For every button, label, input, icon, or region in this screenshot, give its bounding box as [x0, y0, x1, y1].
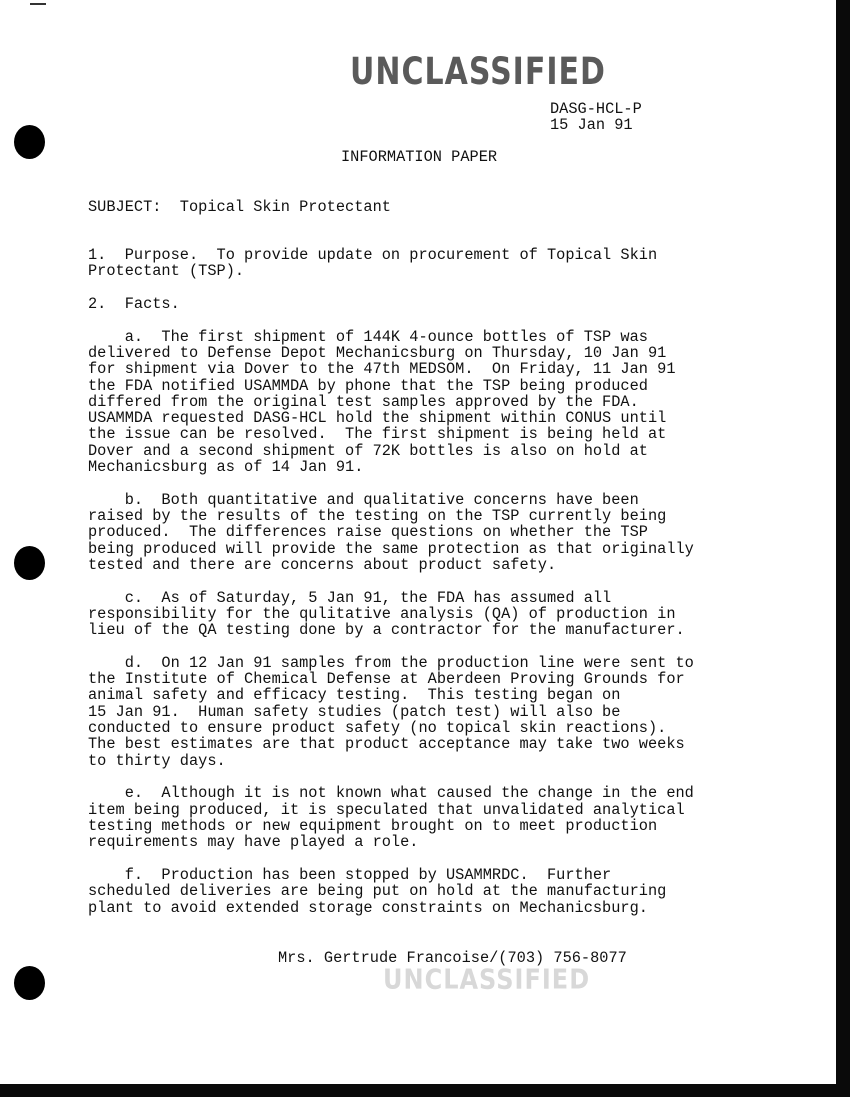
classification-stamp-bottom: UNCLASSIFIED — [383, 963, 591, 996]
subject-line — [88, 199, 391, 215]
document-type-title: INFORMATION PAPER — [341, 148, 498, 166]
office-symbol: DASG-HCL-P — [550, 100, 642, 118]
subject-text: Topical Skin Protectant — [179, 198, 391, 216]
paragraph-facts-heading: 2. Facts. — [88, 294, 180, 313]
subject-label: SUBJECT: — [88, 198, 162, 216]
document-body — [88, 247, 788, 916]
scan-corner-mark — [30, 3, 46, 5]
scan-edge-bottom — [0, 1084, 850, 1097]
paragraph-fact-a: a. The first shipment of 144K 4-ounce bottles of TSP was delivered to Defense Depot Mechanicsburg on Thursday, 10 Jan 91 for shipment via Dover to the 47th MEDSOM. On Friday, 11 Jan 91 the FDA notified USAMMDA by phone that the TSP being produced differed from the original test samples approved by the FDA. USAMMDA requested DASG-HCL hold the shipment within CONUS until the issue can be resolved. The first shipment is being held at Dover and a second shipment of 72K bottles is also on hold at Mechanicsburg as of 14 Jan 91. — [88, 327, 676, 477]
paragraph-fact-b: b. Both quantitative and qualitative concerns have been raised by the results of the testing on the TSP currently being produced. The differences raise questions on whether the TSP being produced will provide the same protection as that originally tested and there are concerns about product safety. — [88, 490, 694, 574]
paragraph-fact-f: f. Production has been stopped by USAMMRDC. Further scheduled deliveries are being put on hold at the manufacturing plant to avoid extended storage constraints on Mechanicsburg. — [88, 865, 667, 917]
paragraph-fact-d: d. On 12 Jan 91 samples from the production line were sent to the Institute of Chemical Defense at Aberdeen Proving Grounds for animal safety and efficacy testing. This testing began on 15 Jan 91. Human safety studies (patch test) will also be conducted to ensure product safety (no topical skin reactions). The best estimates are that product acceptance may take two weeks to thirty days. — [88, 653, 694, 770]
punch-hole-top — [14, 125, 45, 159]
punch-hole-middle — [14, 546, 45, 580]
classification-stamp-top: UNCLASSIFIED — [350, 50, 606, 94]
header-block — [550, 101, 642, 134]
paragraph-fact-c: c. As of Saturday, 5 Jan 91, the FDA has assumed all responsibility for the qulitative analysis (QA) of production in lieu of the QA testing done by a contractor for the manufacturer. — [88, 588, 685, 640]
contact-line: Mrs. Gertrude Francoise/(703) 756-8077 — [278, 949, 627, 967]
paragraph-fact-e: e. Although it is not known what caused the change in the end item being produced, it is speculated that unvalidated analytical testing methods or new equipment brought on to meet production requirements may have played a role. — [88, 784, 694, 852]
document-date: 15 Jan 91 — [550, 116, 633, 135]
punch-hole-bottom — [14, 966, 45, 1000]
scan-edge-right — [836, 0, 850, 1097]
paragraph-purpose: 1. Purpose. To provide update on procurement of Topical Skin Protectant (TSP). — [88, 246, 658, 281]
